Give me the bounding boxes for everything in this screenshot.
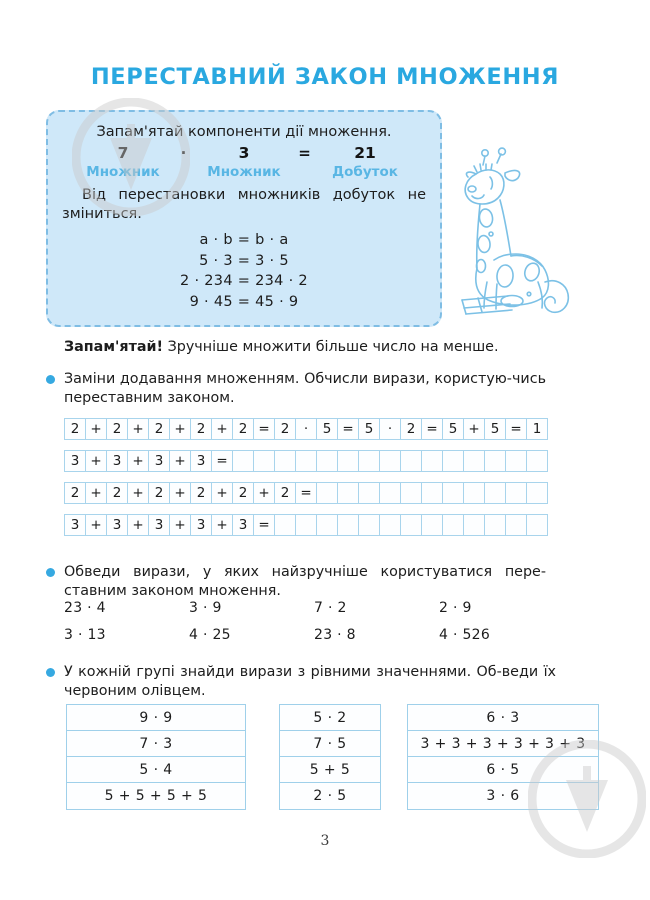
answer-grid-cell[interactable]: · (379, 418, 401, 440)
answer-grid-cell[interactable]: 3 (190, 450, 212, 472)
answer-grid-cell[interactable]: 2 (106, 482, 128, 504)
answer-grid-cell[interactable] (526, 514, 548, 536)
answer-grid-cell[interactable]: + (253, 482, 275, 504)
task-2 (46, 563, 546, 601)
task-2-text: Обведи вирази, у яких найзручніше користуватися пере-ставним законом множення. (64, 564, 546, 599)
answer-grid-cell[interactable] (337, 482, 359, 504)
expression-item[interactable]: 2 · 9 (439, 600, 472, 616)
answer-grid-cell[interactable]: + (169, 514, 191, 536)
answer-grid-cell[interactable] (505, 514, 527, 536)
equation-operator: · (180, 144, 187, 162)
answer-grid-cell[interactable] (316, 514, 338, 536)
group-table-row[interactable]: 5 · 4 (67, 757, 245, 783)
answer-grid-cell[interactable]: + (169, 482, 191, 504)
remember-note (64, 339, 584, 355)
answer-grid-cell[interactable] (295, 514, 317, 536)
answer-grid (64, 418, 547, 546)
answer-grid-cell[interactable]: = (421, 418, 443, 440)
task-1 (46, 370, 546, 408)
answer-grid-cell[interactable]: 2 (232, 418, 254, 440)
answer-grid-cell[interactable]: = (337, 418, 359, 440)
label-product: Добуток (332, 164, 398, 180)
page-title: ПЕРЕСТАВНИЙ ЗАКОН МНОЖЕННЯ (90, 64, 560, 90)
label-factor1: Множник (86, 164, 160, 180)
answer-grid-cell[interactable]: 3 (64, 450, 86, 472)
answer-grid-cell[interactable]: + (463, 418, 485, 440)
answer-grid-cell[interactable] (421, 450, 443, 472)
remember-label: Запам'ятай! (64, 339, 164, 355)
answer-grid-cell[interactable] (526, 450, 548, 472)
group-table-row[interactable]: 9 · 9 (67, 705, 245, 731)
answer-grid-cell[interactable] (295, 450, 317, 472)
group-table-row[interactable]: 5 + 5 + 5 + 5 (104, 788, 208, 804)
answer-grid-cell[interactable] (463, 514, 485, 536)
answer-grid-cell[interactable]: 2 (274, 418, 296, 440)
answer-grid-cell[interactable] (358, 514, 380, 536)
component-labels (60, 164, 428, 180)
answer-grid-cell[interactable] (484, 482, 506, 504)
answer-grid-cell[interactable] (316, 482, 338, 504)
answer-grid-cell[interactable] (442, 514, 464, 536)
answer-grid-cell[interactable]: 2 (64, 482, 86, 504)
rule-formula: 5 · 3 = 3 · 5 (199, 252, 289, 269)
remember-text: Зручніше множити більше число на менше. (163, 339, 499, 355)
answer-grid-cell[interactable]: = (505, 418, 527, 440)
group-table (279, 704, 381, 810)
answer-grid-cell[interactable]: 2 (64, 418, 86, 440)
group-table-row[interactable]: 3 + 3 + 3 + 3 + 3 + 3 (408, 731, 598, 757)
answer-grid-cell[interactable]: = (211, 450, 233, 472)
answer-grid-cell[interactable]: + (127, 418, 149, 440)
giraffe-illustration (450, 142, 590, 332)
expression-item[interactable]: 7 · 2 (314, 600, 347, 616)
expression-list (64, 600, 564, 654)
task-1-text: Заміни додавання множенням. Обчисли вирази, користую-чись переставним законом. (64, 371, 546, 406)
answer-grid-cell[interactable]: 2 (190, 418, 212, 440)
answer-grid-cell[interactable]: 3 (232, 514, 254, 536)
answer-grid-cell[interactable]: 2 (232, 482, 254, 504)
answer-grid-cell[interactable] (232, 450, 254, 472)
answer-grid-cell[interactable]: + (211, 482, 233, 504)
answer-grid-cell[interactable] (379, 450, 401, 472)
component-equation (60, 144, 428, 162)
answer-grid-cell[interactable]: + (85, 418, 107, 440)
answer-grid-cell[interactable]: 2 (190, 482, 212, 504)
answer-grid-cell[interactable]: 2 (148, 418, 170, 440)
answer-grid-cell[interactable] (421, 514, 443, 536)
answer-grid-cell[interactable]: + (85, 482, 107, 504)
answer-grid-cell[interactable] (442, 482, 464, 504)
answer-grid-cell[interactable]: + (211, 418, 233, 440)
answer-grid-row (64, 418, 547, 440)
answer-grid-cell[interactable]: 5 (442, 418, 464, 440)
expression-item[interactable]: 3 · 13 (64, 627, 106, 643)
rule-formula: 2 · 234 = 234 · 2 (180, 273, 308, 290)
answer-grid-cell[interactable]: 2 (148, 482, 170, 504)
group-table-row[interactable]: 5 + 5 (280, 757, 380, 783)
rule-formula: a · b = b · a (199, 232, 289, 249)
expression-item[interactable]: 4 · 25 (189, 627, 231, 643)
answer-grid-cell[interactable]: = (253, 418, 275, 440)
answer-grid-cell[interactable]: 5 (316, 418, 338, 440)
answer-grid-row (64, 450, 547, 472)
task-3-text: У кожній групі знайди вирази з рівними значеннями. Об-веди їх червоним олівцем. (64, 664, 556, 699)
answer-grid-cell[interactable] (358, 450, 380, 472)
group-table-row[interactable]: 5 · 2 (280, 705, 380, 731)
expression-item[interactable]: 3 · 9 (189, 600, 222, 616)
bullet-dot-icon (46, 668, 55, 677)
expression-item[interactable]: 4 · 526 (439, 627, 491, 643)
bullet-dot-icon (46, 568, 55, 577)
answer-grid-cell[interactable]: 5 (484, 418, 506, 440)
page-number: 3 (320, 833, 330, 849)
equation-equals: = (298, 144, 311, 162)
answer-grid-cell[interactable]: 3 (148, 450, 170, 472)
group-table-row[interactable]: 6 · 5 (408, 757, 598, 783)
answer-grid-cell[interactable]: 3 (190, 514, 212, 536)
expression-row (64, 600, 564, 616)
group-table-row[interactable]: 2 · 5 (313, 788, 347, 804)
answer-grid-cell[interactable] (484, 514, 506, 536)
answer-grid-cell[interactable] (505, 482, 527, 504)
answer-grid-cell[interactable] (253, 450, 275, 472)
answer-grid-cell[interactable] (463, 482, 485, 504)
answer-grid-cell[interactable] (337, 514, 359, 536)
answer-grid-cell[interactable] (400, 482, 422, 504)
answer-grid-cell[interactable] (379, 514, 401, 536)
rule-intro: Запам'ятай компоненти дії множення. (96, 124, 392, 140)
answer-grid-cell[interactable] (400, 450, 422, 472)
answer-grid-cell[interactable] (337, 450, 359, 472)
answer-grid-cell[interactable]: + (127, 450, 149, 472)
expression-row (64, 627, 564, 643)
expression-item[interactable]: 23 · 8 (314, 627, 356, 643)
task-3 (46, 663, 556, 701)
equation-factor2: 3 (238, 144, 250, 162)
answer-grid-cell[interactable]: 5 (358, 418, 380, 440)
answer-grid-cell[interactable] (463, 450, 485, 472)
equation-product: 21 (354, 144, 376, 162)
answer-grid-cell[interactable]: 1 (526, 418, 548, 440)
group-table (407, 704, 599, 810)
answer-grid-cell[interactable]: 3 (106, 450, 128, 472)
answer-grid-cell[interactable]: + (85, 450, 107, 472)
answer-grid-cell[interactable]: 2 (400, 418, 422, 440)
answer-grid-cell[interactable] (316, 450, 338, 472)
group-table (66, 704, 246, 810)
equation-factor1: 7 (117, 144, 129, 162)
answer-grid-cell[interactable] (484, 450, 506, 472)
answer-grid-cell[interactable]: + (169, 450, 191, 472)
answer-grid-cell[interactable]: 3 (64, 514, 86, 536)
expression-item[interactable]: 23 · 4 (64, 600, 106, 616)
answer-grid-cell[interactable]: = (253, 514, 275, 536)
group-tables (66, 704, 599, 810)
answer-grid-cell[interactable]: = (295, 482, 317, 504)
rule-statement: Від перестановки множників добуток не зміниться. (62, 187, 426, 223)
answer-grid-cell[interactable] (274, 450, 296, 472)
answer-grid-cell[interactable] (274, 514, 296, 536)
rule-formula: 9 · 45 = 45 · 9 (189, 293, 299, 310)
answer-grid-cell[interactable] (526, 482, 548, 504)
answer-grid-cell[interactable]: + (127, 514, 149, 536)
answer-grid-cell[interactable] (421, 482, 443, 504)
answer-grid-row (64, 514, 547, 536)
group-table-row[interactable]: 3 · 6 (486, 788, 520, 804)
group-table-row[interactable]: 6 · 3 (408, 705, 598, 731)
answer-grid-cell[interactable] (505, 450, 527, 472)
answer-grid-cell[interactable]: 2 (274, 482, 296, 504)
answer-grid-cell[interactable]: + (211, 514, 233, 536)
bullet-dot-icon (46, 375, 55, 384)
answer-grid-cell[interactable]: 3 (106, 514, 128, 536)
group-table-row[interactable]: 7 · 5 (280, 731, 380, 757)
answer-grid-cell[interactable] (400, 514, 422, 536)
answer-grid-cell[interactable] (379, 482, 401, 504)
answer-grid-cell[interactable]: + (85, 514, 107, 536)
answer-grid-cell[interactable] (442, 450, 464, 472)
answer-grid-cell[interactable]: 2 (106, 418, 128, 440)
answer-grid-cell[interactable]: + (127, 482, 149, 504)
rule-formula-list (60, 230, 428, 312)
group-table-row[interactable]: 7 · 3 (67, 731, 245, 757)
answer-grid-cell[interactable]: · (295, 418, 317, 440)
answer-grid-cell[interactable] (358, 482, 380, 504)
label-factor2: Множник (207, 164, 281, 180)
answer-grid-cell[interactable]: 3 (148, 514, 170, 536)
answer-grid-cell[interactable]: + (169, 418, 191, 440)
rule-box (46, 110, 442, 327)
answer-grid-row (64, 482, 547, 504)
